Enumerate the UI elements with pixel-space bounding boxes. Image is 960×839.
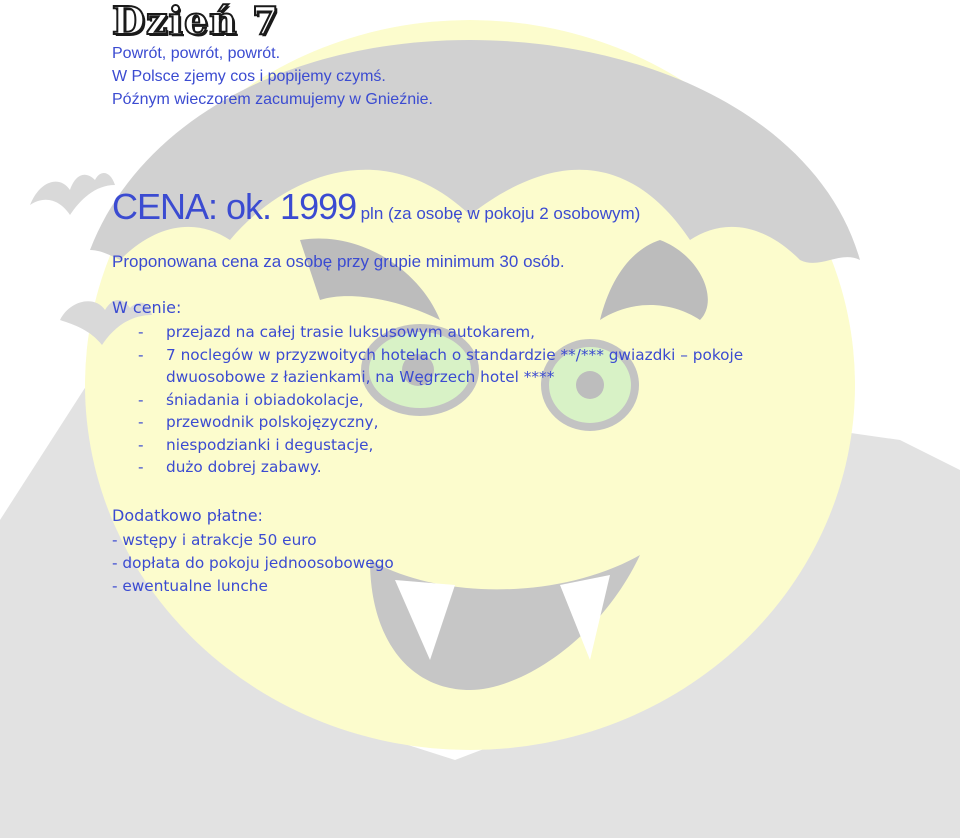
list-item-continuation: dwuosobowe z łazienkami, na Węgrzech hotel **** [166, 368, 555, 386]
list-item: - 7 noclegów w przyzwoitych hotelach o standardzie **/*** gwiazdki – pokoje [138, 345, 744, 364]
intro-text [112, 42, 433, 111]
list-item: - dużo dobrej zabawy. [138, 458, 322, 476]
list-item: - przewodnik polskojęzyczny, [138, 413, 379, 431]
page-title: Dzień 7 [112, 0, 280, 43]
list-item: - przejazd na całej trasie luksusowym autokarem, [138, 323, 536, 341]
extras-line: - dopłata do pokoju jednoosobowego [112, 554, 394, 572]
included-heading: W cenie: [112, 298, 182, 317]
intro-line: W Polsce zjemy cos i popijemy czymś. [112, 68, 386, 85]
intro-line: Późnym wieczorem zacumujemy w Gnieźnie. [112, 91, 433, 108]
list-item: - niespodzianki i degustacje, [138, 435, 374, 454]
intro-line: Powrót, powrót, powrót. [112, 45, 281, 62]
price-line [112, 186, 640, 228]
price-label: CENA: ok. 1999 [112, 186, 357, 227]
extras-line: - ewentualne lunche [112, 577, 268, 595]
included-list [138, 321, 743, 479]
extras-heading: Dodatkowo płatne: [112, 506, 263, 525]
price-suffix: pln (za osobę w pokoju 2 osobowym) [360, 204, 641, 223]
proposal-text: Proponowana cena za osobę przy grupie minimum 30 osób. [112, 252, 565, 271]
extras-list [112, 529, 394, 598]
list-item: - śniadania i obiadokolacje, [138, 390, 364, 409]
extras-line: - wstępy i atrakcje 50 euro [112, 531, 317, 549]
